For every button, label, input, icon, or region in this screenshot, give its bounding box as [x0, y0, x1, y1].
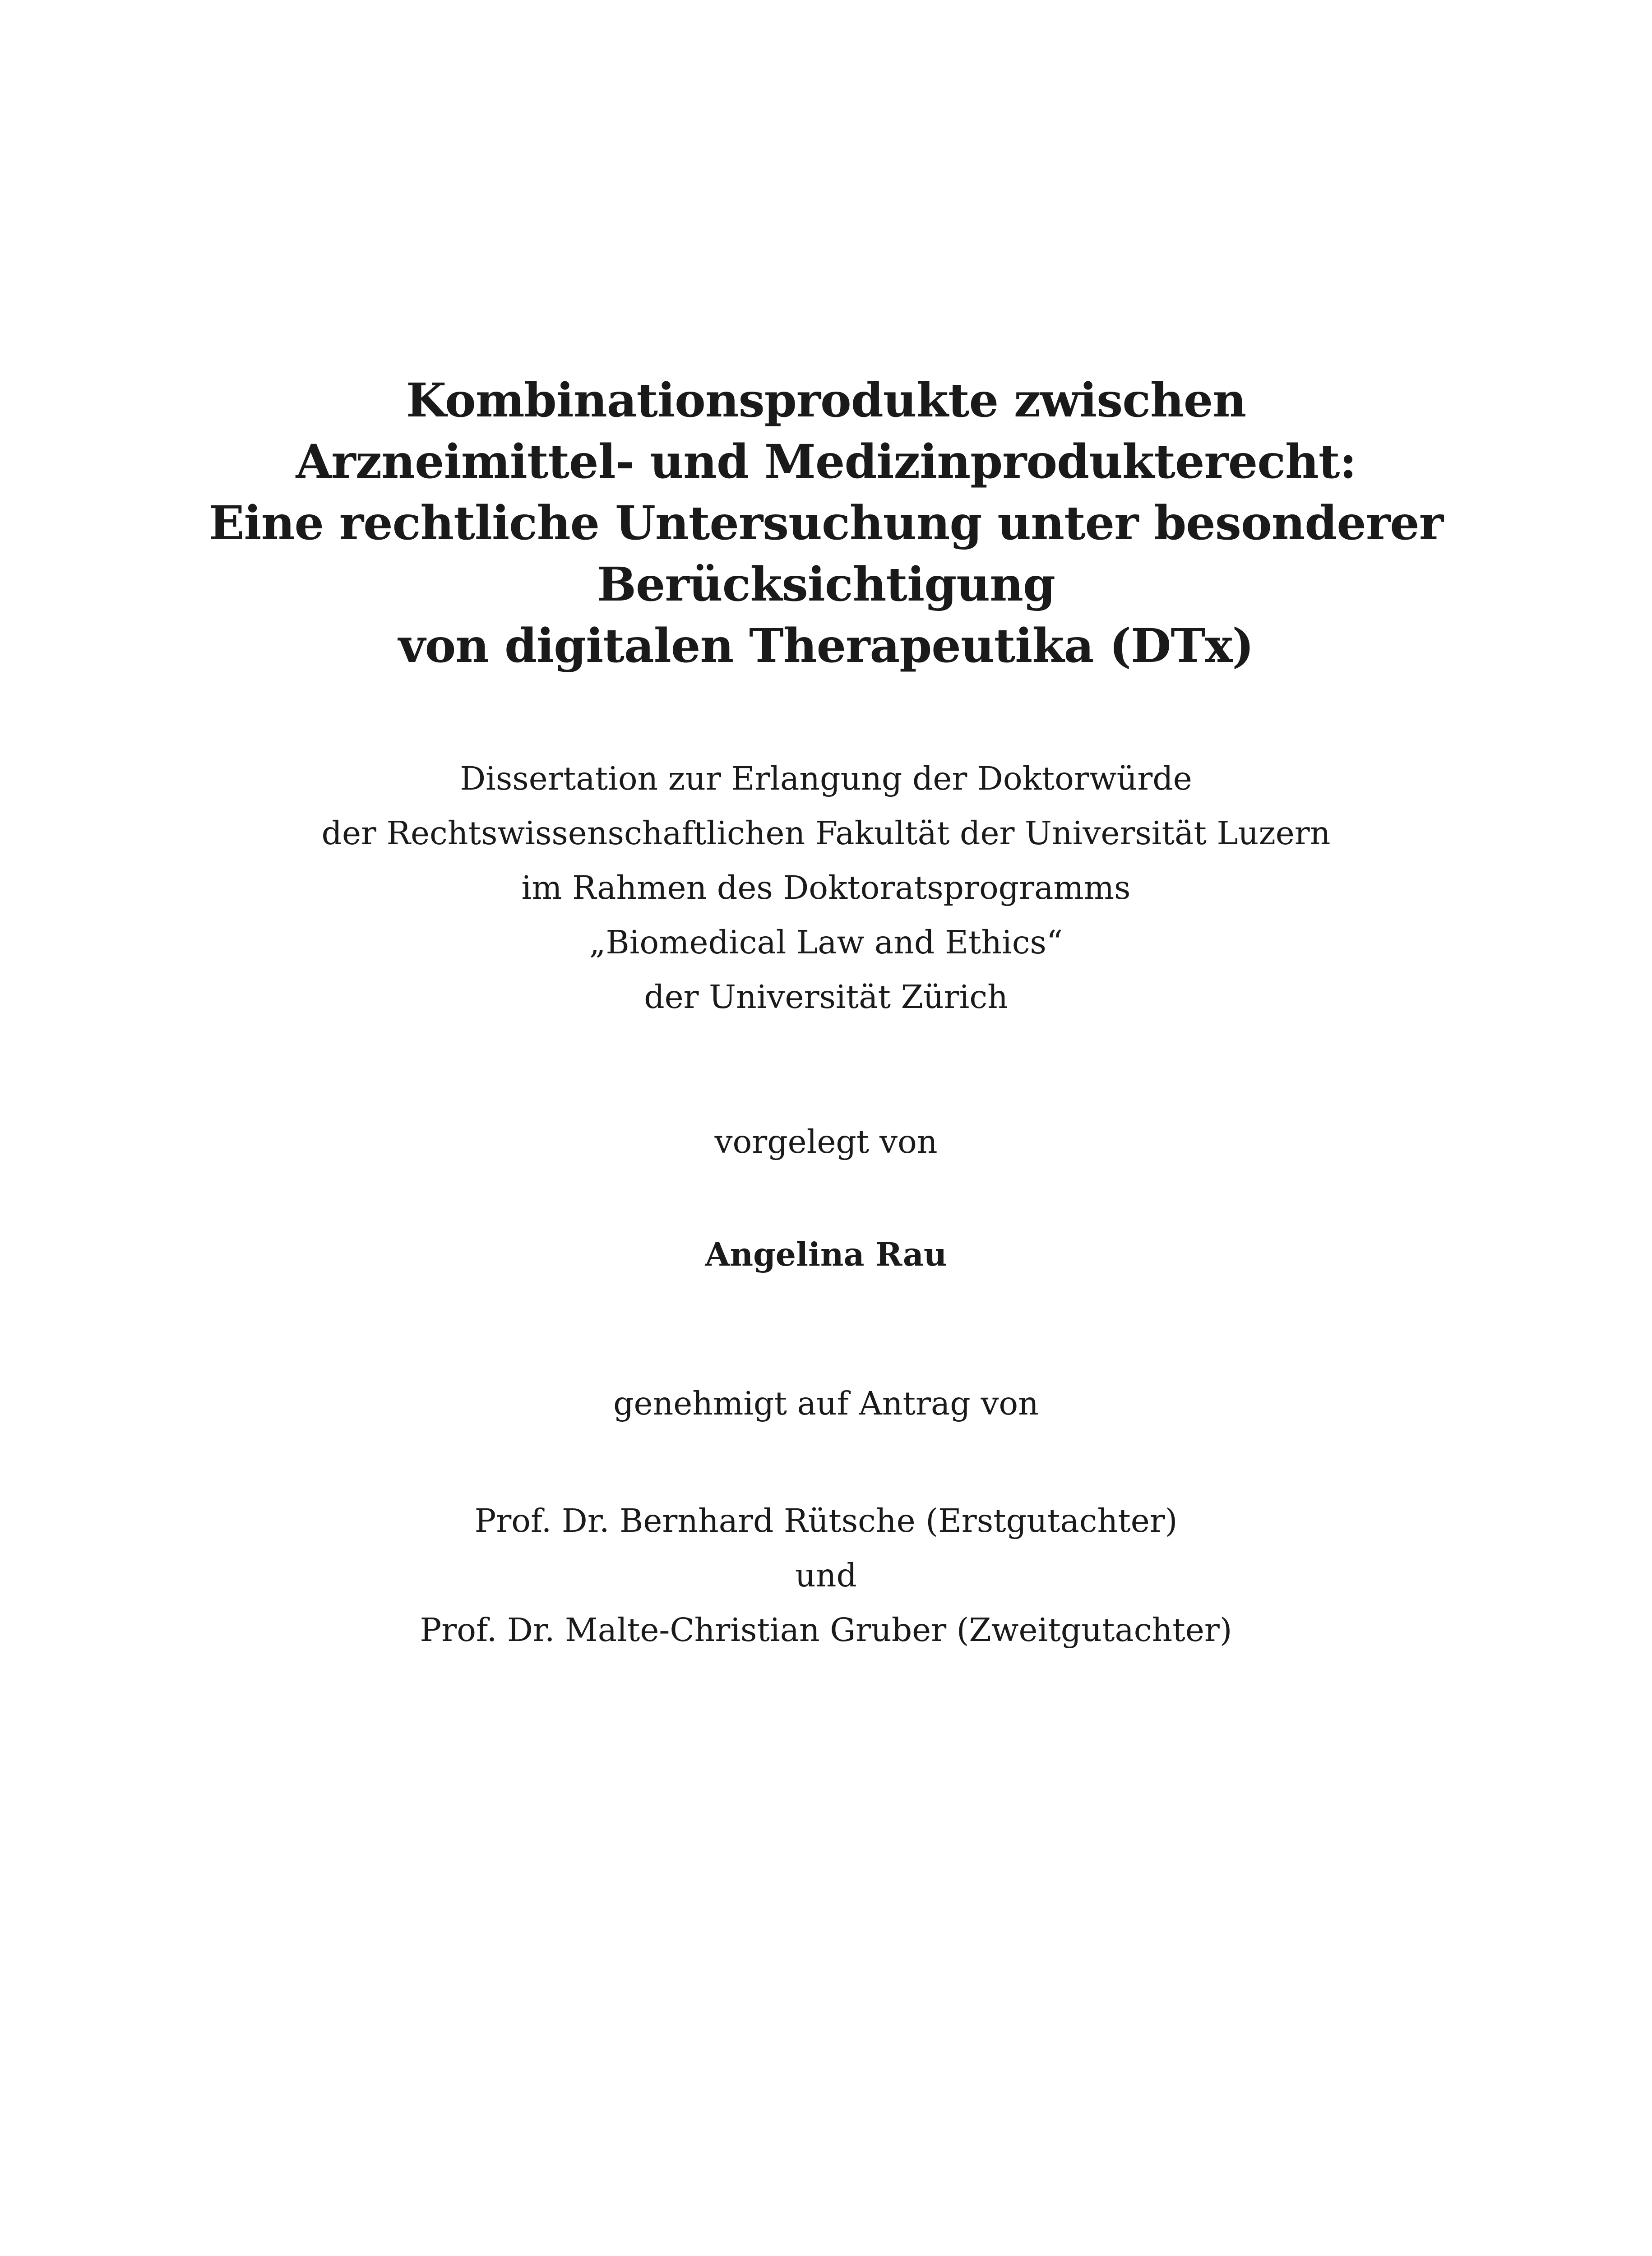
referees	[0, 1493, 1652, 1657]
subtitle-line-2: der Rechtswissenschaftlichen Fakultät der Universität Luzern	[321, 814, 1331, 852]
first-referee: Prof. Dr. Bernhard Rütsche (Erstgutachter)	[474, 1502, 1178, 1539]
author-name: Angelina Rau	[705, 1235, 947, 1273]
title-line-2: Arzneimittel- und Medizinprodukterecht:	[296, 435, 1356, 489]
subtitle-line-5: der Universität Zürich	[644, 978, 1008, 1016]
presented-by-label: vorgelegt von	[714, 1123, 938, 1160]
second-referee: Prof. Dr. Malte-Christian Gruber (Zweitgutachter)	[420, 1611, 1232, 1649]
dissertation-title	[0, 370, 1652, 677]
subtitle-line-3: im Rahmen des Doktoratsprogramms	[521, 869, 1131, 906]
title-line-3: Eine rechtliche Untersuchung unter besonderer	[208, 496, 1444, 550]
dissertation-subtitle	[0, 751, 1652, 1024]
subtitle-line-1: Dissertation zur Erlangung der Doktorwürde	[460, 760, 1192, 797]
subtitle-line-4: „Biomedical Law and Ethics“	[589, 924, 1063, 961]
title-line-1: Kombinationsprodukte zwischen	[406, 373, 1246, 428]
title-line-5: von digitalen Therapeutika (DTx)	[398, 619, 1254, 673]
referee-conjunction: und	[795, 1557, 857, 1594]
approved-on-request-label: genehmigt auf Antrag von	[613, 1385, 1039, 1422]
title-line-4: Berücksichtigung	[597, 557, 1055, 612]
